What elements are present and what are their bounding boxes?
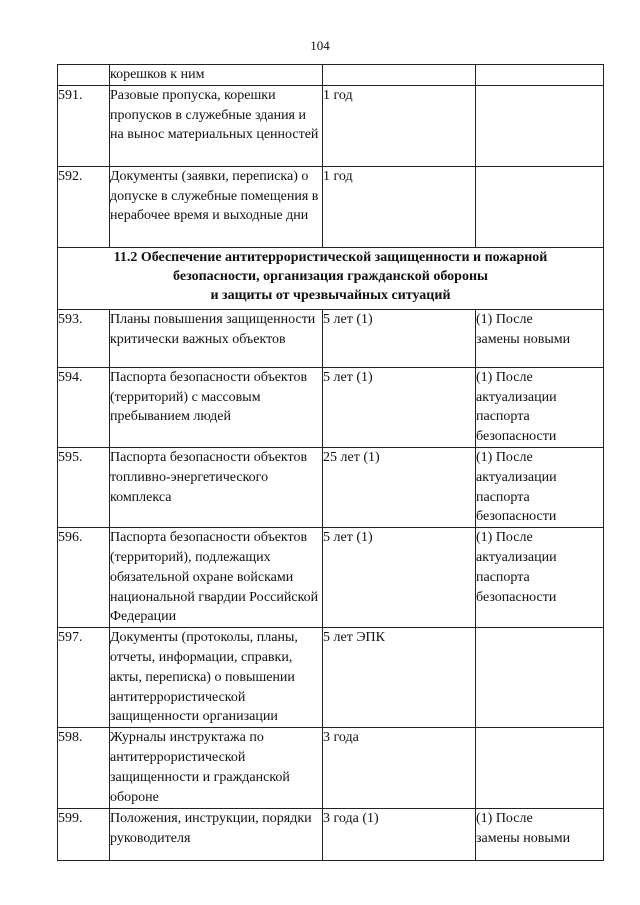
section-heading-line: безопасности, организация гражданской обороны bbox=[173, 268, 488, 284]
retention-note bbox=[476, 65, 604, 86]
item-number: 591. bbox=[58, 85, 110, 166]
note-line: (1) После bbox=[476, 530, 533, 546]
note-line: (1) После bbox=[476, 811, 533, 827]
retention-note bbox=[476, 367, 604, 447]
retention-note bbox=[476, 85, 604, 166]
note-line: (1) После bbox=[476, 369, 533, 385]
item-number: 595. bbox=[58, 447, 110, 527]
document-title: Журналы инструктажа по антитеррористической защищенности и гражданской обороне bbox=[110, 728, 323, 809]
note-line: замены новыми bbox=[476, 830, 571, 846]
retention-term: 1 год bbox=[323, 166, 476, 247]
retention-note bbox=[476, 166, 604, 247]
retention-note bbox=[476, 528, 604, 628]
section-heading bbox=[58, 247, 604, 309]
section-heading-line: 11.2 Обеспечение антитеррористической защищенности и пожарной bbox=[113, 249, 548, 265]
retention-term: 3 года (1) bbox=[323, 809, 476, 861]
item-number: 598. bbox=[58, 728, 110, 809]
note-line: актуализации bbox=[476, 549, 557, 565]
retention-term: 1 год bbox=[323, 85, 476, 166]
item-number: 596. bbox=[58, 528, 110, 628]
retention-term bbox=[323, 65, 476, 86]
table-row bbox=[58, 85, 604, 166]
table-row bbox=[58, 367, 604, 447]
page-number: 104 bbox=[310, 38, 330, 53]
item-number: 594. bbox=[58, 367, 110, 447]
note-line: (1) После bbox=[476, 311, 533, 327]
table-row bbox=[58, 528, 604, 628]
document-title: Паспорта безопасности объектов (территорий) с массовым пребыванием людей bbox=[110, 367, 323, 447]
note-line: замены новыми bbox=[476, 331, 571, 347]
table-row bbox=[58, 809, 604, 861]
document-title: Документы (протоколы, планы, отчеты, информации, справки, акты, переписка) о повышении антитеррористической защищенности организации bbox=[110, 628, 323, 728]
item-number: 597. bbox=[58, 628, 110, 728]
section-row bbox=[58, 247, 604, 309]
retention-note bbox=[476, 728, 604, 809]
retention-note bbox=[476, 447, 604, 527]
note-line: актуализации bbox=[476, 469, 557, 485]
document-title: Паспорта безопасности объектов (территорий), подлежащих обязательной охране войсками национальной гвардии Российской Федерации bbox=[110, 528, 323, 628]
note-line: безопасности bbox=[476, 429, 557, 445]
retention-term: 5 лет ЭПК bbox=[323, 628, 476, 728]
note-line: паспорта bbox=[476, 489, 530, 505]
retention-term: 3 года bbox=[323, 728, 476, 809]
document-title: Разовые пропуска, корешки пропусков в служебные здания и на вынос материальных ценностей bbox=[110, 85, 323, 166]
note-line: безопасности bbox=[476, 589, 557, 605]
table-row bbox=[58, 447, 604, 527]
retention-term: 25 лет (1) bbox=[323, 447, 476, 527]
retention-term: 5 лет (1) bbox=[323, 528, 476, 628]
note-line: (1) После bbox=[476, 449, 533, 465]
item-number: 592. bbox=[58, 166, 110, 247]
retention-table bbox=[57, 64, 604, 861]
document-title: корешков к ним bbox=[110, 65, 323, 86]
document-title: Паспорта безопасности объектов топливно-энергетического комплекса bbox=[110, 447, 323, 527]
table-row bbox=[58, 728, 604, 809]
item-number: 593. bbox=[58, 309, 110, 367]
table-row bbox=[58, 628, 604, 728]
note-line: безопасности bbox=[476, 509, 557, 525]
item-number: 599. bbox=[58, 809, 110, 861]
note-line: актуализации bbox=[476, 389, 557, 405]
document-title: Документы (заявки, переписка) о допуске в служебные помещения в нерабочее время и выходные дни bbox=[110, 166, 323, 247]
retention-note bbox=[476, 809, 604, 861]
retention-note bbox=[476, 628, 604, 728]
section-heading-line: и защиты от чрезвычайных ситуаций bbox=[210, 287, 451, 303]
document-title: Планы повышения защищенности критически важных объектов bbox=[110, 309, 323, 367]
retention-term: 5 лет (1) bbox=[323, 367, 476, 447]
note-line: паспорта bbox=[476, 569, 530, 585]
document-title: Положения, инструкции, порядки руководителя bbox=[110, 809, 323, 861]
note-line: паспорта bbox=[476, 409, 530, 425]
retention-term: 5 лет (1) bbox=[323, 309, 476, 367]
item-number bbox=[58, 65, 110, 86]
table-row bbox=[58, 65, 604, 86]
table-row bbox=[58, 309, 604, 367]
table-row bbox=[58, 166, 604, 247]
retention-note bbox=[476, 309, 604, 367]
